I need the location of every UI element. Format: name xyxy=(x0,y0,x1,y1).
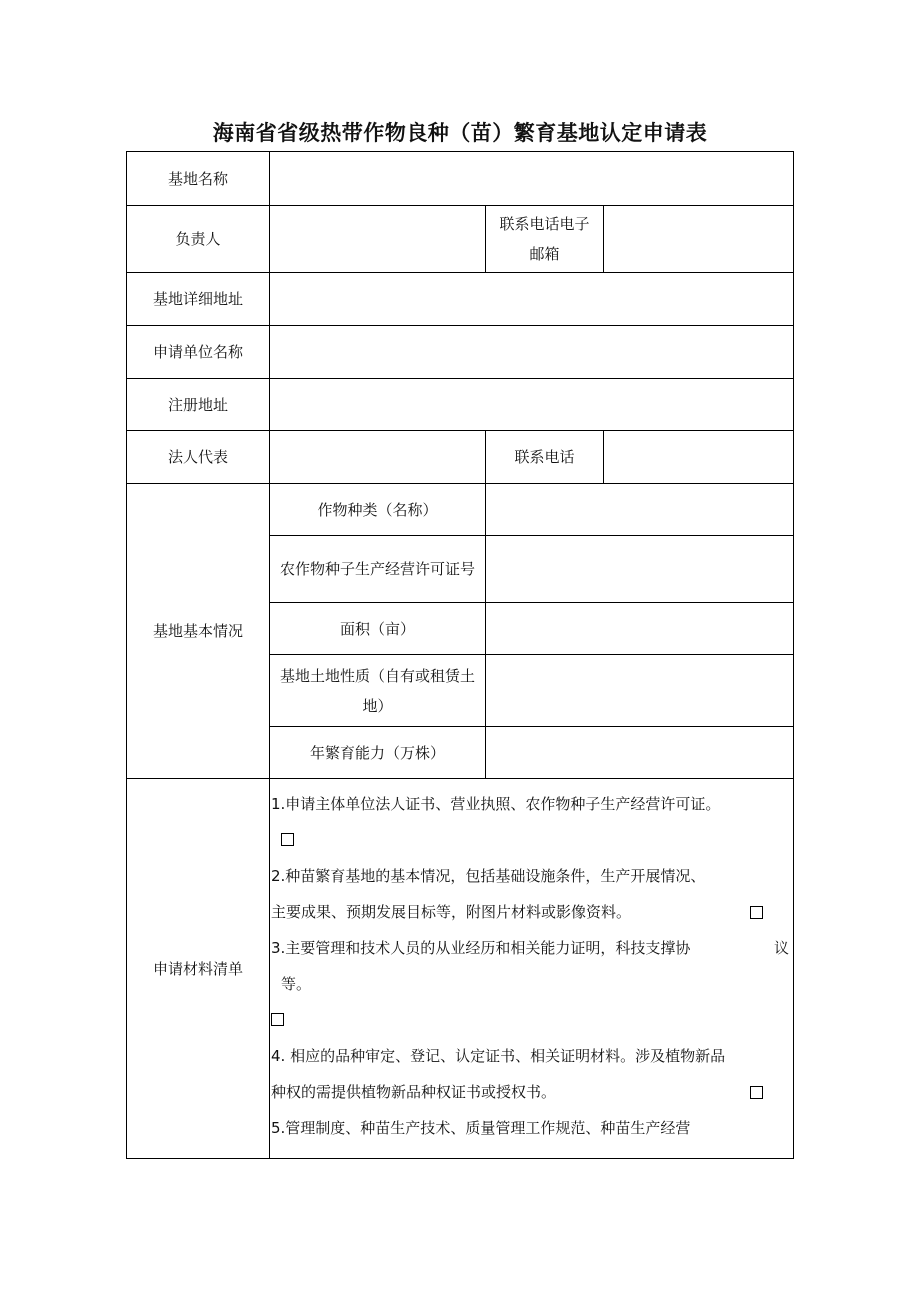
label-area: 面积（亩） xyxy=(270,603,486,655)
materials-list xyxy=(269,780,793,1159)
input-phone[interactable] xyxy=(604,431,794,484)
material-item-3b: 等。 xyxy=(281,975,312,993)
material-item-4a: 4. 相应的品种审定、登记、认定证书、相关证明材料。涉及植物新品 xyxy=(271,1047,726,1065)
label-license-no: 农作物种子生产经营许可证号 xyxy=(270,536,486,603)
input-area[interactable] xyxy=(486,603,794,655)
material-item-2a: 2.种苗繁育基地的基本情况，包括基础设施条件，生产开展情况、 xyxy=(271,867,706,885)
label-contact-email: 联系电话电子邮箱 xyxy=(486,206,604,273)
label-legal-rep: 法人代表 xyxy=(127,431,270,484)
input-reg-address[interactable] xyxy=(270,379,794,431)
input-base-name[interactable] xyxy=(270,152,794,206)
input-capacity[interactable] xyxy=(486,727,794,779)
checkbox-4[interactable] xyxy=(750,1086,763,1099)
input-leader[interactable] xyxy=(270,206,486,273)
label-leader: 负责人 xyxy=(127,206,270,273)
input-land-nature[interactable] xyxy=(486,655,794,727)
input-applicant[interactable] xyxy=(270,326,794,379)
label-base-name: 基地名称 xyxy=(127,152,270,206)
label-materials: 申请材料清单 xyxy=(127,779,270,1158)
material-item-4b: 种权的需提供植物新品种权证书或授权书。 xyxy=(271,1083,557,1101)
page-title: 海南省省级热带作物良种（苗）繁育基地认定申请表 xyxy=(212,121,708,145)
label-land-nature: 基地土地性质（自有或租赁土地） xyxy=(270,655,486,727)
application-form-table xyxy=(126,151,794,1159)
checkbox-1[interactable] xyxy=(281,833,294,846)
input-contact-email[interactable] xyxy=(604,206,794,273)
label-capacity: 年繁育能力（万株） xyxy=(270,727,486,779)
checkbox-3[interactable] xyxy=(271,1013,284,1026)
label-basic-info: 基地基本情况 xyxy=(127,484,270,779)
material-item-5: 5.管理制度、种苗生产技术、质量管理工作规范、种苗生产经营 xyxy=(271,1119,691,1137)
label-address: 基地详细地址 xyxy=(127,273,270,326)
input-license-no[interactable] xyxy=(486,536,794,603)
input-legal-rep[interactable] xyxy=(270,431,486,484)
label-applicant: 申请单位名称 xyxy=(127,326,270,379)
input-crop-type[interactable] xyxy=(486,484,794,536)
label-reg-address: 注册地址 xyxy=(127,379,270,431)
label-crop-type: 作物种类（名称） xyxy=(270,484,486,536)
material-item-1: 1.申请主体单位法人证书、营业执照、农作物种子生产经营许可证。 xyxy=(271,795,721,813)
label-phone: 联系电话 xyxy=(486,431,604,484)
checkbox-2[interactable] xyxy=(750,906,763,919)
material-item-3a-end: 议 xyxy=(773,939,789,957)
input-address[interactable] xyxy=(270,273,794,326)
material-item-3a: 3.主要管理和技术人员的从业经历和相关能力证明，科技支撑协 xyxy=(271,939,691,957)
material-item-2b: 主要成果、预期发展目标等，附图片材料或影像资料。 xyxy=(271,903,632,921)
